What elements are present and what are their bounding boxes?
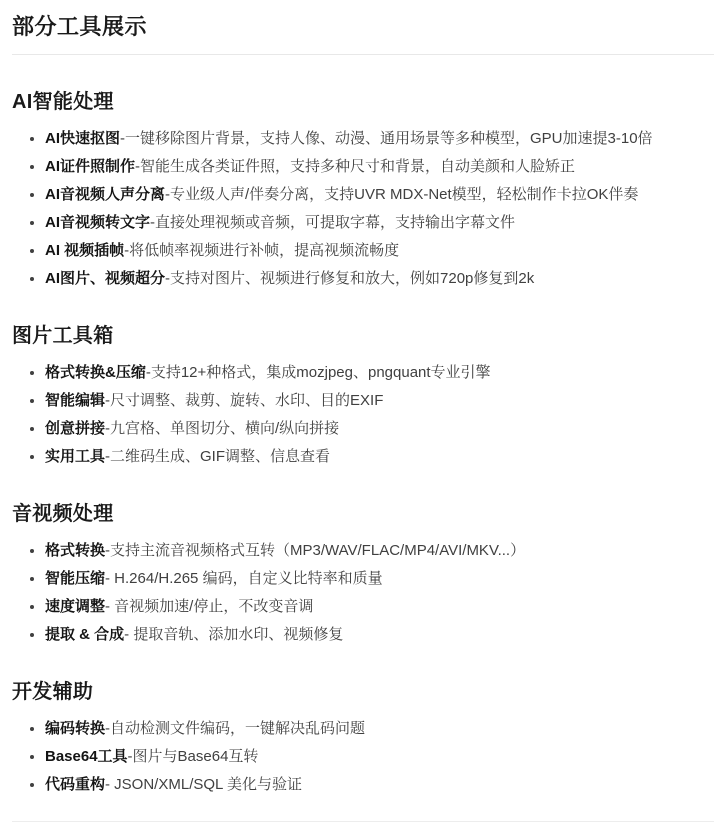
- tool-desc: -九宫格、单图切分、横向/纵向拼接: [105, 420, 340, 437]
- list-item: [45, 775, 714, 795]
- tool-name: 智能编辑: [45, 392, 106, 409]
- tool-desc: - 音视频加速/停止，不改变音调: [105, 598, 314, 615]
- list-item: [45, 269, 714, 289]
- tool-desc: -智能生成各类证件照，支持多种尺寸和背景，自动美颜和人脸矫正: [135, 158, 576, 175]
- tool-desc: -将低帧率视频进行补帧，提高视频流畅度: [124, 242, 400, 259]
- tool-desc: -自动检测文件编码，一键解决乱码问题: [105, 720, 366, 737]
- tool-name: 创意拼接: [45, 420, 106, 437]
- tool-desc: - 提取音轨、添加水印、视频修复: [124, 626, 344, 643]
- section-ai-processing: [12, 85, 714, 289]
- section-image-toolbox: [12, 319, 714, 467]
- tool-name: AI图片、视频超分: [45, 270, 166, 287]
- list-item: [45, 241, 714, 261]
- tool-name: 智能压缩: [45, 570, 106, 587]
- list-item: [45, 129, 714, 149]
- tool-desc: -支持主流音视频格式互转（MP3/WAV/FLAC/MP4/AVI/MKV...）: [105, 542, 526, 559]
- list-item: [45, 391, 714, 411]
- tool-name: AI证件照制作: [45, 158, 136, 175]
- tool-name: 速度调整: [45, 598, 106, 615]
- tool-name: 格式转换&压缩: [45, 364, 146, 381]
- tool-desc: -专业级人声/伴奏分离，支持UVR MDX-Net模型，轻松制作卡拉OK伴奏: [165, 186, 639, 203]
- list-item: [45, 447, 714, 467]
- list-item: [45, 625, 714, 645]
- list-item: [45, 719, 714, 739]
- tool-name: AI音视频转文字: [45, 214, 151, 231]
- tool-desc: -一键移除图片背景，支持人像、动漫、通用场景等多种模型，GPU加速提3-10倍: [120, 130, 653, 147]
- list-item: [45, 597, 714, 617]
- tool-list: [12, 719, 714, 795]
- tool-desc: - H.264/H.265 编码，自定义比特率和质量: [105, 570, 383, 587]
- tool-desc: -尺寸调整、裁剪、旋转、水印、目的EXIF: [105, 392, 384, 409]
- tool-desc: -直接处理视频或音频，可提取字幕，支持输出字幕文件: [150, 214, 516, 231]
- page-title: 部分工具展示: [12, 8, 714, 55]
- section-heading: 开发辅助: [12, 681, 94, 703]
- section-av-processing: [12, 497, 714, 645]
- tool-list: [12, 541, 714, 645]
- tool-desc: - JSON/XML/SQL 美化与验证: [105, 776, 302, 793]
- list-item: [45, 363, 714, 383]
- bottom-divider: [12, 821, 714, 822]
- list-item: [45, 569, 714, 589]
- list-item: [45, 185, 714, 205]
- tool-name: AI 视频插帧: [45, 242, 125, 259]
- section-heading: 图片工具箱: [12, 325, 114, 347]
- tool-name: AI快速抠图: [45, 130, 121, 147]
- section-dev-assist: [12, 675, 714, 795]
- list-item: [45, 747, 714, 767]
- tool-desc: -图片与Base64互转: [127, 748, 259, 765]
- section-heading: AI智能处理: [12, 91, 114, 113]
- tool-name: AI音视频人声分离: [45, 186, 166, 203]
- tool-name: 实用工具: [45, 448, 106, 465]
- tool-list: [12, 363, 714, 467]
- tool-name: 提取 & 合成: [45, 626, 125, 643]
- list-item: [45, 419, 714, 439]
- tool-name: 代码重构: [45, 776, 106, 793]
- list-item: [45, 213, 714, 233]
- section-heading: 音视频处理: [12, 503, 114, 525]
- list-item: [45, 157, 714, 177]
- tool-name: 编码转换: [45, 720, 106, 737]
- tool-name: 格式转换: [45, 542, 106, 559]
- tool-desc: -支持对图片、视频进行修复和放大，例如720p修复到2k: [165, 270, 535, 287]
- list-item: [45, 541, 714, 561]
- tool-desc: -支持12+种格式，集成mozjpeg、pngquant专业引擎: [145, 364, 491, 381]
- tool-desc: -二维码生成、GIF调整、信息查看: [105, 448, 331, 465]
- tool-name: Base64工具: [45, 748, 128, 765]
- tool-list: [12, 129, 714, 289]
